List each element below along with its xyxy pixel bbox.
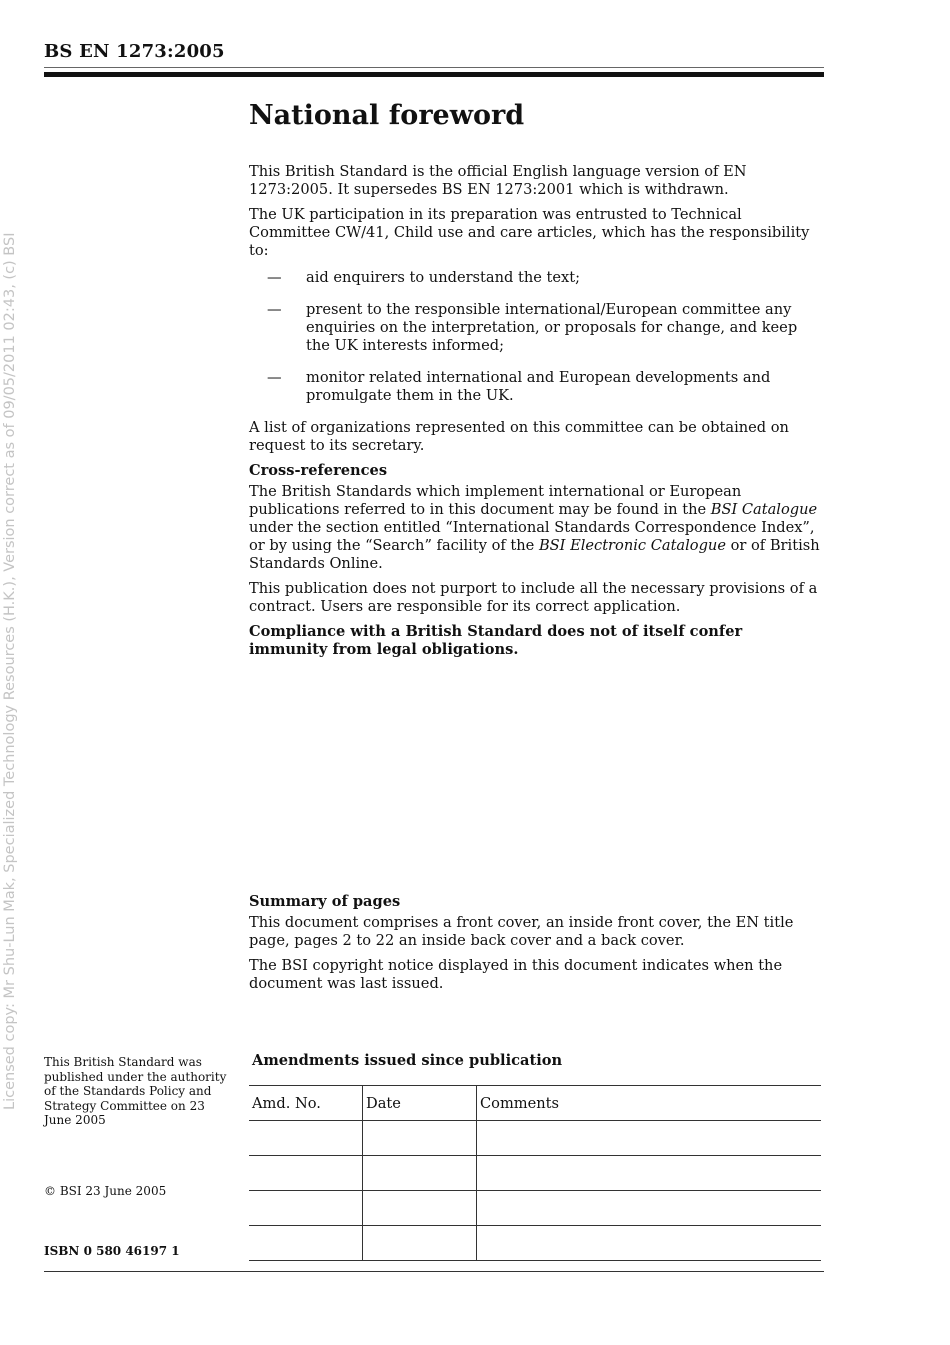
table-cell — [363, 1191, 477, 1226]
amendments-table — [249, 1085, 821, 1261]
header-thin-rule — [44, 67, 824, 68]
table-row — [249, 1226, 821, 1261]
table-cell — [477, 1191, 822, 1226]
summary-paragraph-1: This document comprises a front cover, an inside front cover, the EN title page, pages 2 to 22 an inside back cover and a back cover. — [249, 914, 794, 949]
table-row — [249, 1156, 821, 1191]
list-item-text: monitor related international and European developments and promulgate them in the UK. — [306, 369, 771, 404]
table-cell — [477, 1156, 822, 1191]
bsi-catalogue-title: BSI Catalogue — [710, 501, 818, 518]
table-cell — [249, 1226, 363, 1261]
license-watermark: Licensed copy: Mr Shu-Lun Mak, Specialized Technology Resources (H.K.), Version correct as of 09/05/2011 02:43, (c) BSI — [2, 232, 18, 1110]
dash-bullet: — — [267, 269, 282, 286]
table-cell — [249, 1156, 363, 1191]
table-cell — [363, 1121, 477, 1156]
document-code: BS EN 1273:2005 — [44, 41, 225, 62]
table-cell — [249, 1191, 363, 1226]
table-cell — [477, 1121, 822, 1156]
copyright-notice: © BSI 23 June 2005 — [44, 1184, 167, 1198]
table-cell — [249, 1121, 363, 1156]
compliance-statement: Compliance with a British Standard does not of itself confer immunity from legal obligations. — [249, 623, 743, 658]
column-header-comments: Comments — [477, 1086, 822, 1121]
intro-paragraph-2: The UK participation in its preparation was entrusted to Technical Committee CW/41, Child use and care articles, which has the responsibility to: — [249, 206, 810, 259]
committee-list-paragraph: A list of organizations represented on this committee can be obtained on request to its secretary. — [249, 419, 789, 454]
cross-references-heading: Cross-references — [249, 462, 388, 479]
foreword-body — [249, 163, 824, 666]
table-cell — [477, 1226, 822, 1261]
table-row — [249, 1191, 821, 1226]
bsi-electronic-catalogue-title: BSI Electronic Catalogue — [538, 537, 726, 554]
page-title: National foreword — [249, 100, 525, 131]
list-item — [249, 301, 824, 355]
responsibility-list — [249, 269, 824, 405]
list-item — [249, 269, 824, 287]
publication-note: This British Standard was published under the authority of the Standards Policy and Strategy Committee on 23 June 2005 — [44, 1055, 227, 1127]
provisions-paragraph: This publication does not purport to include all the necessary provisions of a contract. Users are responsible for its correct application. — [249, 580, 818, 615]
list-item — [249, 369, 824, 405]
list-item-text: aid enquirers to understand the text; — [306, 269, 581, 286]
table-cell — [363, 1226, 477, 1261]
amendments-title: Amendments issued since publication — [252, 1052, 563, 1069]
footer-rule — [44, 1271, 824, 1272]
table-row — [249, 1121, 821, 1156]
text-run: under the section entitled “International Standards Correspondence Index”, or by using the “Search” facility of the — [249, 519, 815, 554]
column-header-date: Date — [363, 1086, 477, 1121]
summary-paragraph-2: The BSI copyright notice displayed in this document indicates when the document was last issued. — [249, 957, 783, 992]
summary-heading: Summary of pages — [249, 893, 401, 910]
cross-references-paragraph — [249, 483, 824, 573]
isbn: ISBN 0 580 46197 1 — [44, 1244, 180, 1258]
intro-paragraph-1: This British Standard is the official English language version of EN 1273:2005. It supersedes BS EN 1273:2001 which is withdrawn. — [249, 163, 747, 198]
text-run: The British Standards which implement international or European publications referred to in this document may be found in the — [249, 483, 742, 518]
table-header-row — [249, 1086, 821, 1121]
table-cell — [363, 1156, 477, 1191]
list-item-text: present to the responsible international/European committee any enquiries on the interpretation, or proposals for change, and keep the UK interests informed; — [306, 301, 798, 354]
header-thick-rule — [44, 72, 824, 77]
dash-bullet: — — [267, 369, 282, 386]
column-header-amd-no: Amd. No. — [249, 1086, 363, 1121]
dash-bullet: — — [267, 301, 282, 318]
text-run: or of British Standards Online. — [249, 537, 820, 572]
summary-section — [249, 893, 824, 1000]
